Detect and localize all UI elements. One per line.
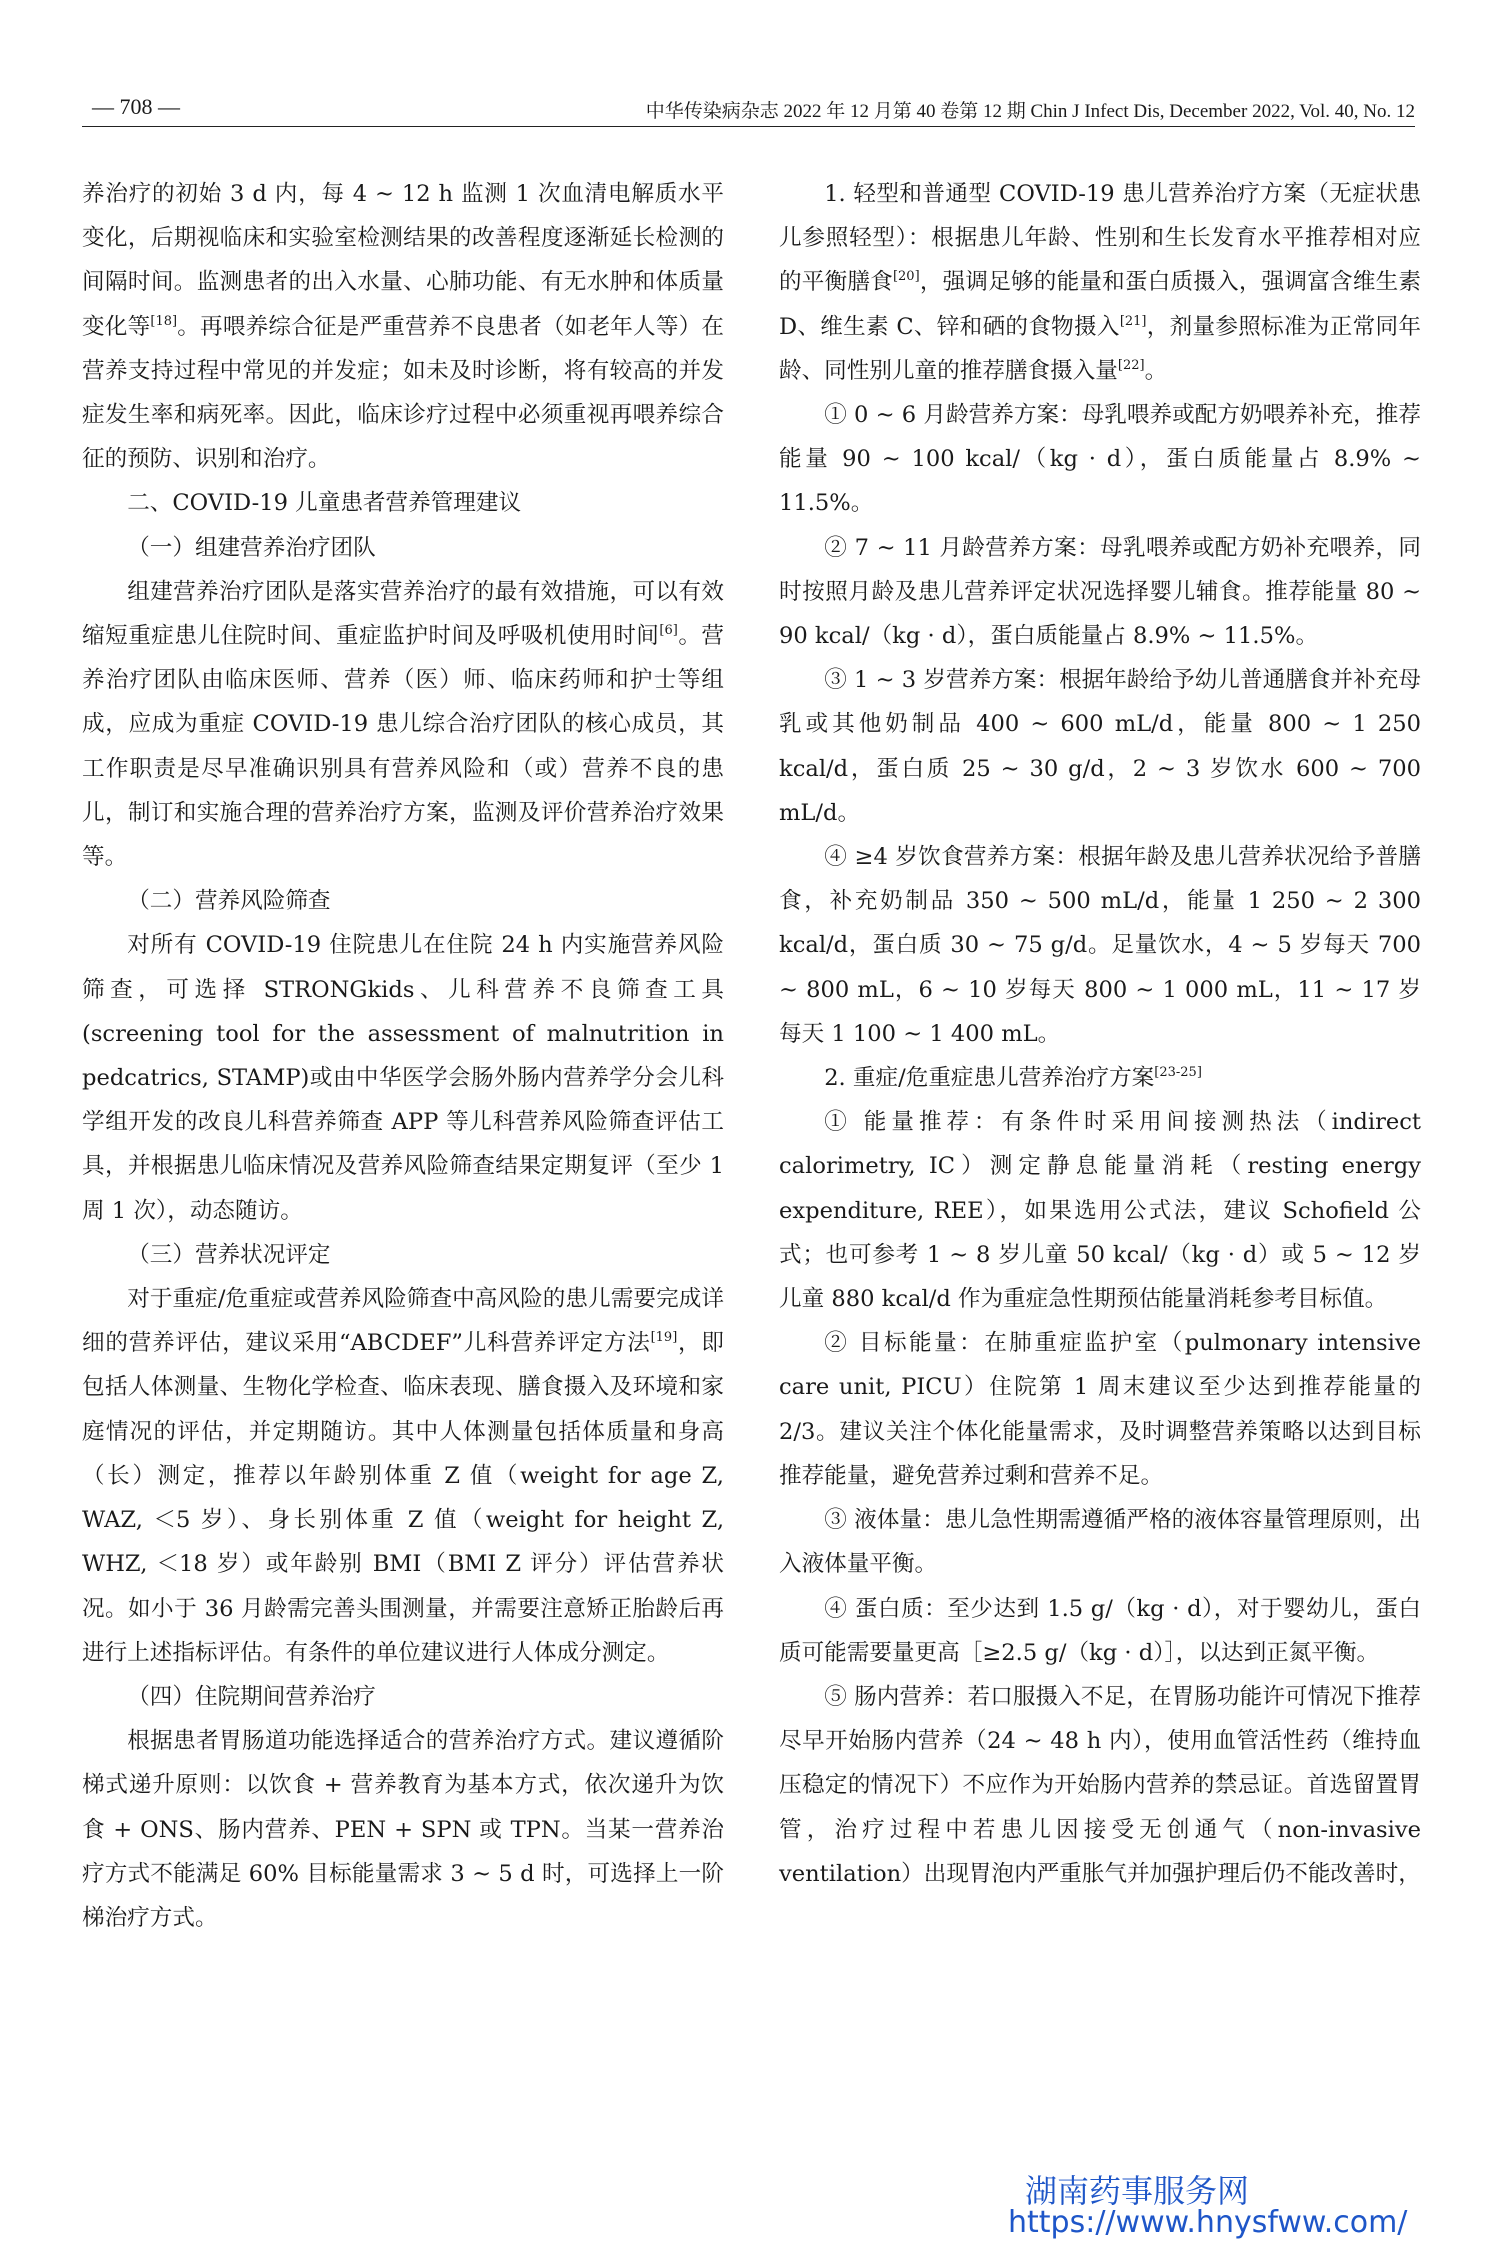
citation: [23-25] [1154,1065,1202,1081]
section-heading: 二、COVID-19 儿童患者营养管理建议 [127,490,522,517]
paragraph: 1. 轻型和普通型 COVID-19 患儿营养治疗方案（无症状患儿参照轻型）：根据患儿年龄、性别和生长发育水平推荐相对应的平衡膳食[20]，强调足够的能量和蛋白质摄入，强调富含维生素 D、维生素 C、锌和硒的食物摄入[21]，剂量参照标准为正常同年龄、同性别儿童的推荐膳食摄入量[22]。 [779,181,1422,384]
page-number: — 708 — [92,94,180,119]
citation: [19] [650,1330,678,1346]
citation: [22] [1117,357,1145,373]
left-column [82,172,724,1940]
paragraph: ① 能量推荐：有条件时采用间接测热法（indirect calorimetry, IC）测定静息能量消耗（resting energy expenditure, REE），如果选用公式法，建议 Schofield 公式；也可参考 1 ~ 8 岁儿童 50 kcal/（kg · d）或 5 ~ 12 岁儿童 880 kcal/d 作为重症急性期预估能量消耗参考目标值。 [779,1109,1421,1313]
journal-citation: 中华传染病杂志 2022 年 12 月第 40 卷第 12 期 Chin J Infect Dis, December 2022, Vol. 40, No. 12 [645,101,1415,122]
citation: [21] [1119,313,1147,329]
paragraph: 对所有 COVID-19 住院患儿在住院 24 h 内实施营养风险筛查，可选择 STRONGkids、儿科营养不良筛查工具(screening tool for the assessment of malnutrition in pedcatrics, STAMP)或由中华医学会肠外肠内营养学分会儿科学组开发的改良儿科营养筛查 APP 等儿科营养风险筛查评估工具，并根据患儿临床情况及营养风险筛查结果定期复评（至少 1 周 1 次），动态随访。 [82,932,724,1224]
paragraph: ④ ≥4 岁饮食营养方案：根据年龄及患儿营养状况给予普膳食，补充奶制品 350 ~ 500 mL/d，能量 1 250 ~ 2 300 kcal/d，蛋白质 30 ~ 75 g/d。足量饮水，4 ~ 5 岁每天 700 ~ 800 mL，6 ~ 10 岁每天 800 ~ 1 000 mL，11 ~ 17 岁每天 1 100 ~ 1 400 mL。 [779,844,1421,1047]
paragraph: 对于重症/危重症或营养风险筛查中高风险的患儿需要完成详细的营养评估，建议采用“ABCDEF”儿科营养评定方法[19]，即包括人体测量、生物化学检查、临床表现、膳食摄入及环境和家庭情况的评估，并定期随访。其中人体测量包括体质量和身高（长）测定，推荐以年龄别体重 Z 值（weight for age Z, WAZ, ＜5 岁）、身长别体重 Z 值（weight for height Z, WHZ, ＜18 岁）或年龄别 BMI（BMI Z 评分）评估营养状况。如小于 36 月龄需完善头围测量，并需要注意矫正胎龄后再进行上述指标评估。有条件的单位建议进行人体成分测定。 [82,1286,724,1666]
subsection-heading: 2. 重症/危重症患儿营养治疗方案[23-25] [824,1065,1202,1092]
watermark-url: https://www.hnysfww.com/ [1008,2205,1408,2240]
right-column [779,172,1421,1896]
paragraph: ⑤ 肠内营养：若口服摄入不足，在胃肠功能许可情况下推荐尽早开始肠内营养（24 ~ 48 h 内），使用血管活性药（维持血压稳定的情况下）不应作为开始肠内营养的禁忌证。首选留置胃管，治疗过程中若患儿因接受无创通气（non-invasive ventilation）出现胃泡内严重胀气并加强护理后仍不能改善时， [779,1683,1421,1887]
subsection-heading: （三）营养状况评定 [127,1241,331,1268]
paragraph: ② 目标能量：在肺重症监护室（pulmonary intensive care unit, PICU）住院第 1 周末建议至少达到推荐能量的 2/3。建议关注个体化能量需求，及时调整营养策略以达到目标推荐能量，避免营养过剩和营养不足。 [779,1330,1421,1489]
paragraph: ① 0 ~ 6 月龄营养方案：母乳喂养或配方奶喂养补充，推荐能量 90 ~ 100 kcal/（kg · d），蛋白质能量占 8.9% ~ 11.5%。 [779,402,1421,517]
paragraph: ③ 液体量：患儿急性期需遵循严格的液体容量管理原则，出入液体量平衡。 [779,1507,1421,1578]
watermark-name: 湖南药事服务网 [1025,2172,1250,2210]
paragraph: 养治疗的初始 3 d 内，每 4 ~ 12 h 监测 1 次血清电解质水平变化，后期视临床和实验室检测结果的改善程度逐渐延长检测的间隔时间。监测患者的出入水量、心肺功能、有无水肿和体质量变化等[18]。再喂养综合征是严重营养不良患者（如老年人等）在营养支持过程中常见的并发症；如未及时诊断，将有较高的并发症发生率和病死率。因此，临床诊疗过程中必须重视再喂养综合征的预防、识别和治疗。 [82,181,725,473]
paragraph: ④ 蛋白质：至少达到 1.5 g/（kg · d），对于婴幼儿，蛋白质可能需要量更高［≥2.5 g/（kg · d）］，以达到正氮平衡。 [779,1595,1421,1666]
citation: [6] [659,623,678,639]
citation: [20] [892,269,920,285]
citation: [18] [150,313,178,329]
page-header [82,94,1415,127]
paragraph: 组建营养治疗团队是落实营养治疗的最有效措施，可以有效缩短重症患儿住院时间、重症监护时间及呼吸机使用时间[6]。营养治疗团队由临床医师、营养（医）师、临床药师和护士等组成，应成为重症 COVID-19 患儿综合治疗团队的核心成员，其工作职责是尽早准确识别具有营养风险和（或）营养不良的患儿，制订和实施合理的营养治疗方案，监测及评价营养治疗效果等。 [82,578,725,871]
subsection-heading: （四）住院期间营养治疗 [127,1683,376,1710]
paragraph: ② 7 ~ 11 月龄营养方案：母乳喂养或配方奶补充喂养，同时按照月龄及患儿营养评定状况选择婴儿辅食。推荐能量 80 ~ 90 kcal/（kg · d），蛋白质能量占 8.9% ~ 11.5%。 [779,534,1421,650]
subsection-heading: （二）营养风险筛查 [127,888,331,915]
paragraph: 根据患者胃肠道功能选择适合的营养治疗方式。建议遵循阶梯式递升原则：以饮食 + 营养教育为基本方式，依次递升为饮食 + ONS、肠内营养、PEN + SPN 或 TPN。当某一营养治疗方式不能满足 60% 目标能量需求 3 ~ 5 d 时，可选择上一阶梯治疗方式。 [82,1728,724,1931]
paragraph: ③ 1 ~ 3 岁营养方案：根据年龄给予幼儿普通膳食并补充母乳或其他奶制品 400 ~ 600 mL/d，能量 800 ~ 1 250 kcal/d，蛋白质 25 ~ 30 g/d，2 ~ 3 岁饮水 600 ~ 700 mL/d。 [779,667,1421,826]
subsection-heading: （一）组建营养治疗团队 [127,534,376,561]
